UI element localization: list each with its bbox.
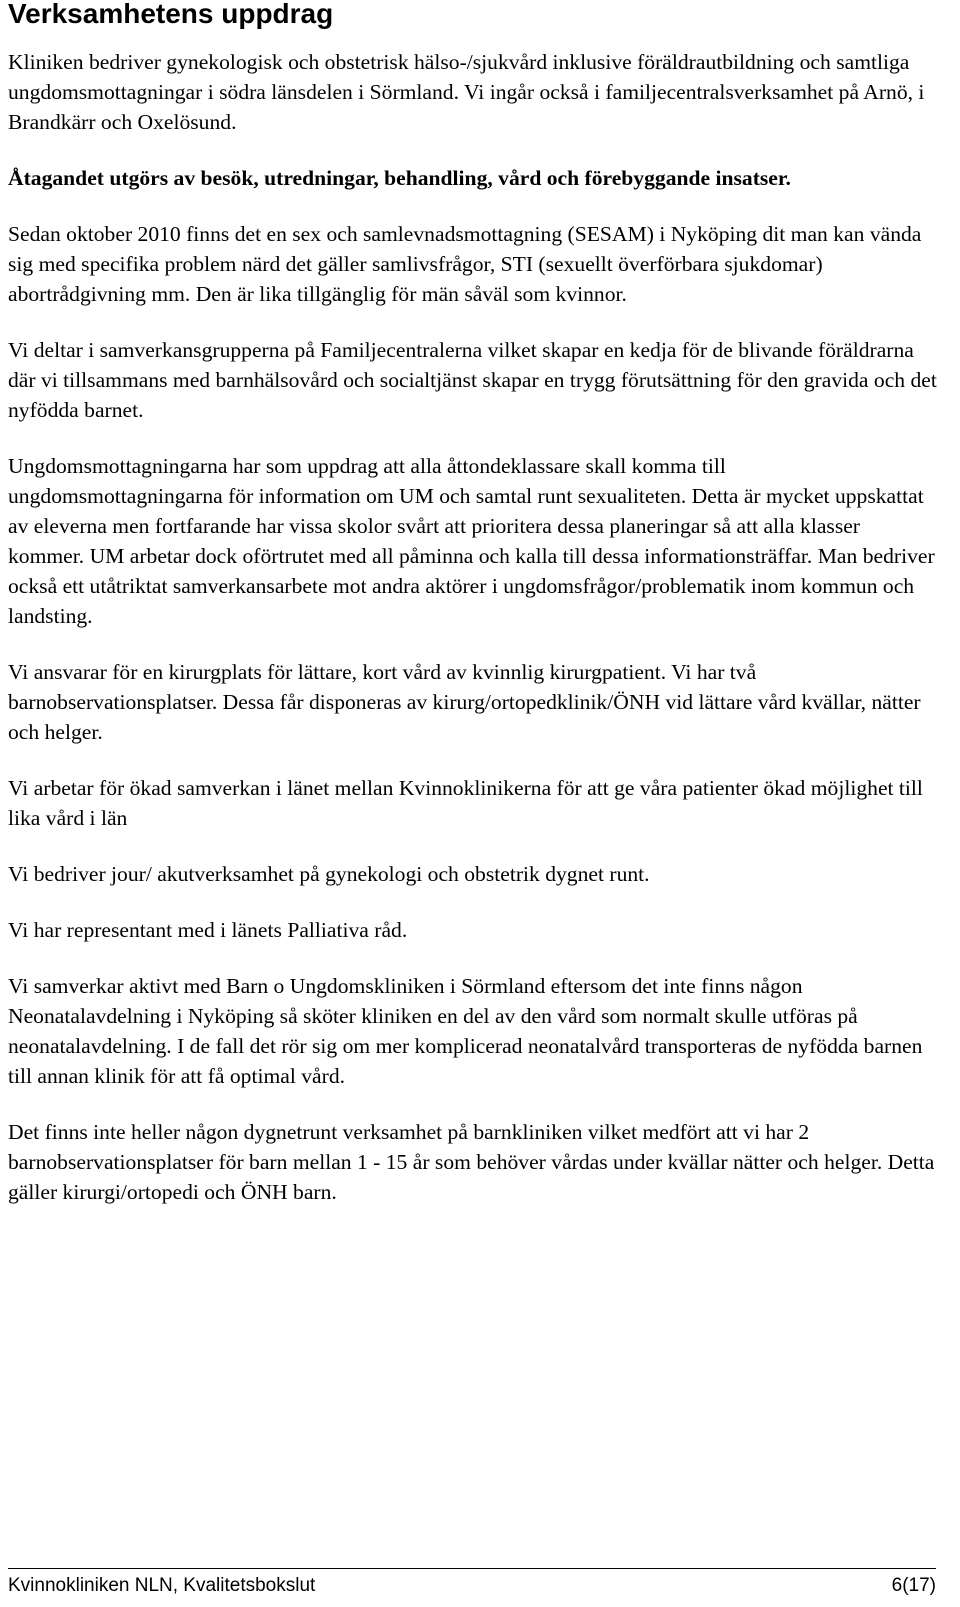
footer-title: Kvinnokliniken NLN, Kvalitetsbokslut (8, 1575, 316, 1596)
section-heading: Verksamhetens uppdrag (8, 0, 334, 29)
paragraph-sesam: Sedan oktober 2010 finns det en sex och samlevnadsmottagning (SESAM) i Nyköping dit man kan vända sig med specifika problem närd det gäller samlivsfrågor, STI (sexuellt överförbara sjukdomar) abortrådgivning mm. Den är lika tillgänglig för män såväl som kvinnor. (8, 222, 922, 306)
paragraph-commitment: Åtagandet utgörs av besök, utredningar, behandling, vård och förebyggande insatser. (8, 166, 791, 190)
document-body (8, 47, 938, 1233)
page-footer (8, 1568, 936, 1596)
paragraph-palliative: Vi har representant med i länets Palliativa råd. (8, 918, 408, 942)
page-number: 6(17) (891, 1575, 936, 1596)
paragraph-family-centres: Vi deltar i samverkansgrupperna på Familjecentralerna vilket skapar en kedja för de blivande föräldrarna där vi tillsammans med barnhälsovård och socialtjänst skapar en trygg förutsättning för den gravida och det nyfödda barnet. (8, 338, 937, 422)
paragraph-on-call: Vi bedriver jour/ akutverksamhet på gynekologi och obstetrik dygnet runt. (8, 862, 650, 886)
paragraph-mission: Kliniken bedriver gynekologisk och obstetrisk hälso-/sjukvård inklusive föräldrautbildning och samtliga ungdomsmottagningar i södra länsdelen i Sörmland. Vi ingår också i familjecentralsverksamhet på Arnö, i Brandkärr och Oxelösund. (8, 50, 925, 134)
paragraph-neonatal: Vi samverkar aktivt med Barn o Ungdomskliniken i Sörmland eftersom det inte finns någon Neonatalavdelning i Nyköping så sköter kliniken en del av den vård som normalt skulle utföras på neonatalavdelning. I de fall det rör sig om mer komplicerad neonatalvård transporteras de nyfödda barnen till annan klinik för att få optimal vård. (8, 974, 923, 1088)
paragraph-child-observation: Det finns inte heller någon dygnetrunt verksamhet på barnkliniken vilket medfört att vi har 2 barnobservationsplatser för barn mellan 1 - 15 år som behöver vårdas under kvällar nätter och helger. Detta gäller kirurgi/ortopedi och ÖNH barn. (8, 1120, 935, 1204)
paragraph-youth-clinics: Ungdomsmottagningarna har som uppdrag att alla åttondeklassare skall komma till ungdomsmottagningarna för information om UM och samtal runt sexualiteten. Detta är mycket uppskattat av eleverna men fortfarande har vissa skolor svårt att prioritera dessa planeringar så att alla klasser kommer. UM arbetar dock oförtrutet med all påminna och kalla till dessa informationsträffar. Man bedriver också ett utåtriktat samverkansarbete mot andra aktörer i ungdomsfrågor/problematik inom kommun och landsting. (8, 454, 935, 628)
paragraph-cooperation: Vi arbetar för ökad samverkan i länet mellan Kvinnoklinikerna för att ge våra patienter ökad möjlighet till lika vård i län (8, 776, 923, 830)
paragraph-surgery-beds: Vi ansvarar för en kirurgplats för lättare, kort vård av kvinnlig kirurgpatient. Vi har två barnobservationsplatser. Dessa får disponeras av kirurg/ortopedklinik/ÖNH vid lättare vård kvällar, nätter och helger. (8, 660, 921, 744)
